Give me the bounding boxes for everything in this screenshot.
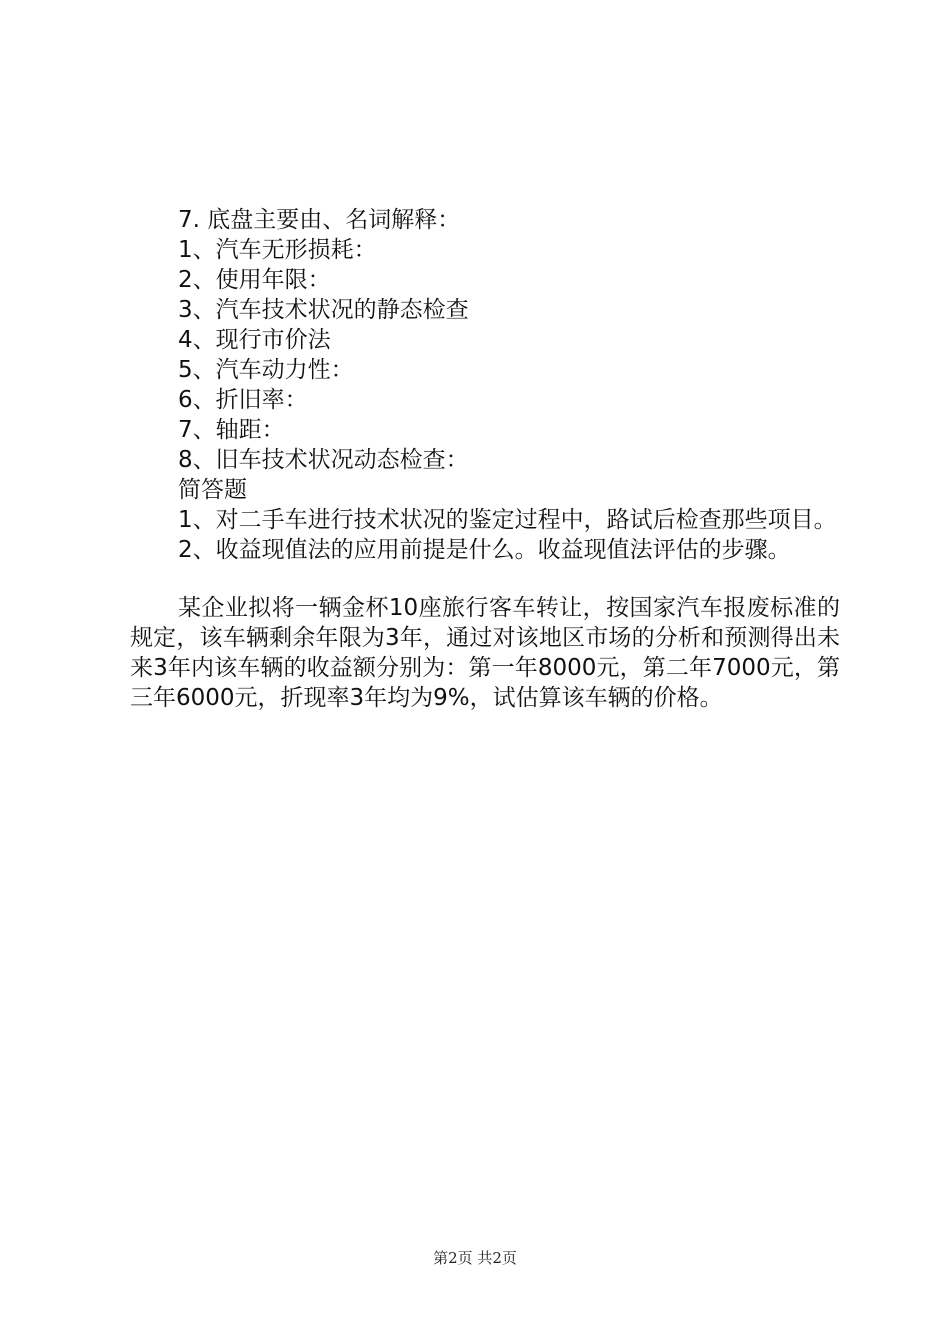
term-item-4: 4、现行市价法 — [178, 327, 331, 353]
page-number-footer: 第2页 共2页 — [433, 1249, 517, 1267]
term-item-5: 5、汽车动力性： — [178, 357, 354, 383]
paragraph-spacer — [130, 565, 840, 593]
term-item-2: 2、使用年限： — [178, 267, 331, 293]
term-item-8: 8、旧车技术状况动态检查： — [178, 447, 469, 473]
short-answer-question-1: 1、对二手车进行技术状况的鉴定过程中，路试后检查那些项目。 — [178, 507, 837, 533]
term-item-1: 1、汽车无形损耗： — [178, 237, 377, 263]
short-answer-heading: 简答题 — [178, 477, 247, 503]
short-answer-question-2: 2、收益现值法的应用前提是什么。收益现值法评估的步骤。 — [178, 537, 791, 563]
document-body — [130, 205, 840, 713]
term-item-6: 6、折旧率： — [178, 387, 308, 413]
term-item-3: 3、汽车技术状况的静态检查 — [178, 297, 469, 323]
calculation-problem: 某企业拟将一辆金杯10座旅行客车转让，按国家汽车报废标准的规定，该车辆剩余年限为3年，通过对该地区市场的分析和预测得出未来3年内该车辆的收益额分别为：第一年8000元，第二年7000元，第三年6000元，折现率3年均为9%，试估算该车辆的价格。 — [130, 595, 840, 711]
chassis-heading-line: 7. 底盘主要由、名词解释： — [178, 207, 461, 233]
term-item-7: 7、轴距： — [178, 417, 285, 443]
